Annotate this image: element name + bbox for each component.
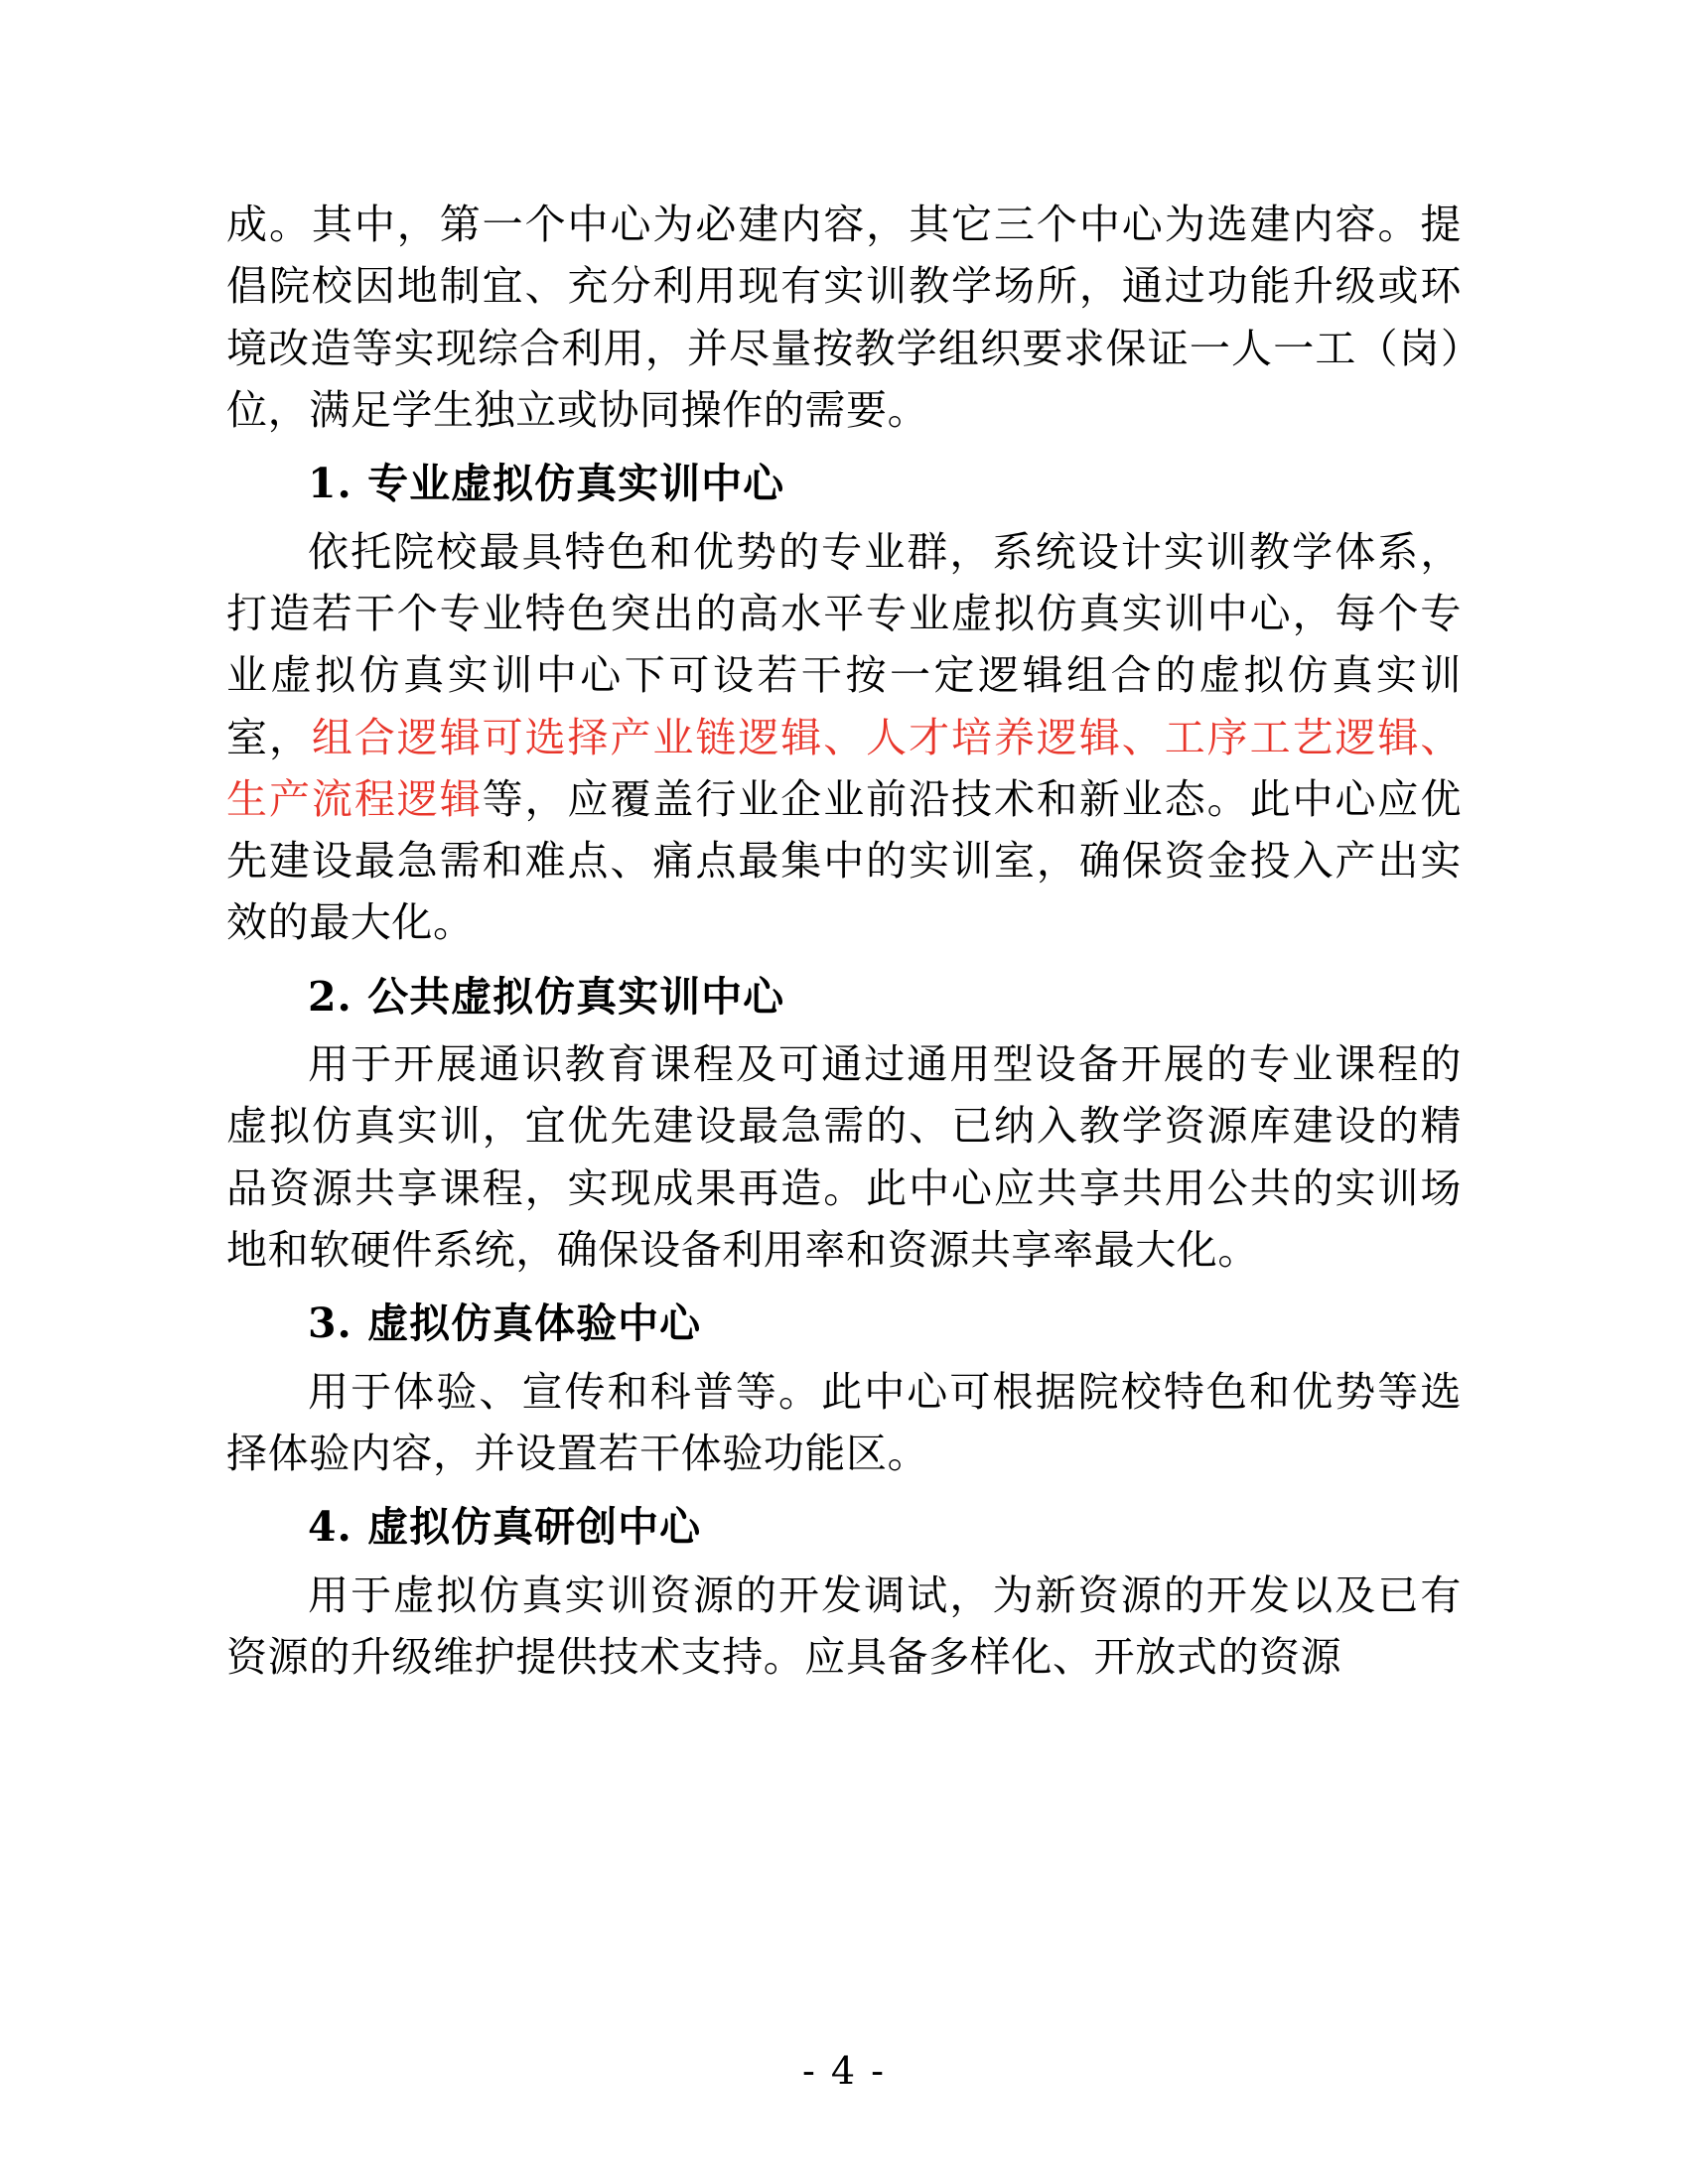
paragraph-text: 用于体验、宣传和科普等。此中心可根据院校特色和优势等选择体验内容，并设置若干体验功能区。 <box>226 1367 1462 1477</box>
section-heading-number: 2. <box>308 972 352 1021</box>
body-paragraph <box>226 521 1462 954</box>
section-heading-text: 虚拟仿真体验中心 <box>367 1299 702 1348</box>
section-heading-number: 4. <box>308 1503 352 1552</box>
section-heading <box>226 1293 1462 1354</box>
paragraph-text: 依托院校最具特色和优势的专业群，系统设计实训教学体系，打造若干个专业特色突出的高水平专业虚拟仿真实训中心，每个专业虚拟仿真实训中心下可设若干按一定逻辑组合的虚拟仿真实训室， <box>226 527 1462 761</box>
body-paragraph <box>226 1565 1462 1689</box>
body-paragraph <box>226 1033 1462 1281</box>
section-heading-text: 公共虚拟仿真实训中心 <box>367 972 785 1021</box>
paragraph-text: 等，应覆盖行业企业前沿技术和新业态。此中心应优先建设最急需和难点、痛点最集中的实训室，确保资金投入产出实效的最大化。 <box>226 774 1462 947</box>
section-heading-number: 1. <box>308 460 352 508</box>
section-heading-text: 虚拟仿真研创中心 <box>367 1503 702 1552</box>
page-number: - 4 - <box>801 2049 886 2093</box>
body-paragraph <box>226 194 1462 441</box>
body-paragraph <box>226 1361 1462 1485</box>
paragraph-text: 用于开展通识教育课程及可通过通用型设备开展的专业课程的虚拟仿真实训，宜优先建设最急需的、已纳入教学资源库建设的精品资源共享课程，实现成果再造。此中心应共享共用公共的实训场地和软硬件系统，确保设备利用率和资源共享率最大化。 <box>226 1040 1462 1274</box>
section-heading <box>226 966 1462 1027</box>
section-heading <box>226 453 1462 514</box>
section-heading-number: 3. <box>308 1299 352 1348</box>
paragraph-text: 成。其中，第一个中心为必建内容，其它三个中心为选建内容。提倡院校因地制宜、充分利用现有实训教学场所，通过功能升级或环境改造等实现综合利用，并尽量按教学组织要求保证一人一工（岗）位，满足学生独立或协同操作的需要。 <box>226 201 1462 434</box>
paragraph-text: 用于虚拟仿真实训资源的开发调试，为新资源的开发以及已有资源的升级维护提供技术支持。应具备多样化、开放式的资源 <box>226 1570 1462 1681</box>
highlighted-text: 组合逻辑可选择产业链逻辑、人才培养逻辑、工序工艺逻辑、生产流程逻辑 <box>226 713 1462 823</box>
section-heading-text: 专业虚拟仿真实训中心 <box>367 460 785 508</box>
document-body <box>226 194 1462 1688</box>
section-heading <box>226 1496 1462 1558</box>
